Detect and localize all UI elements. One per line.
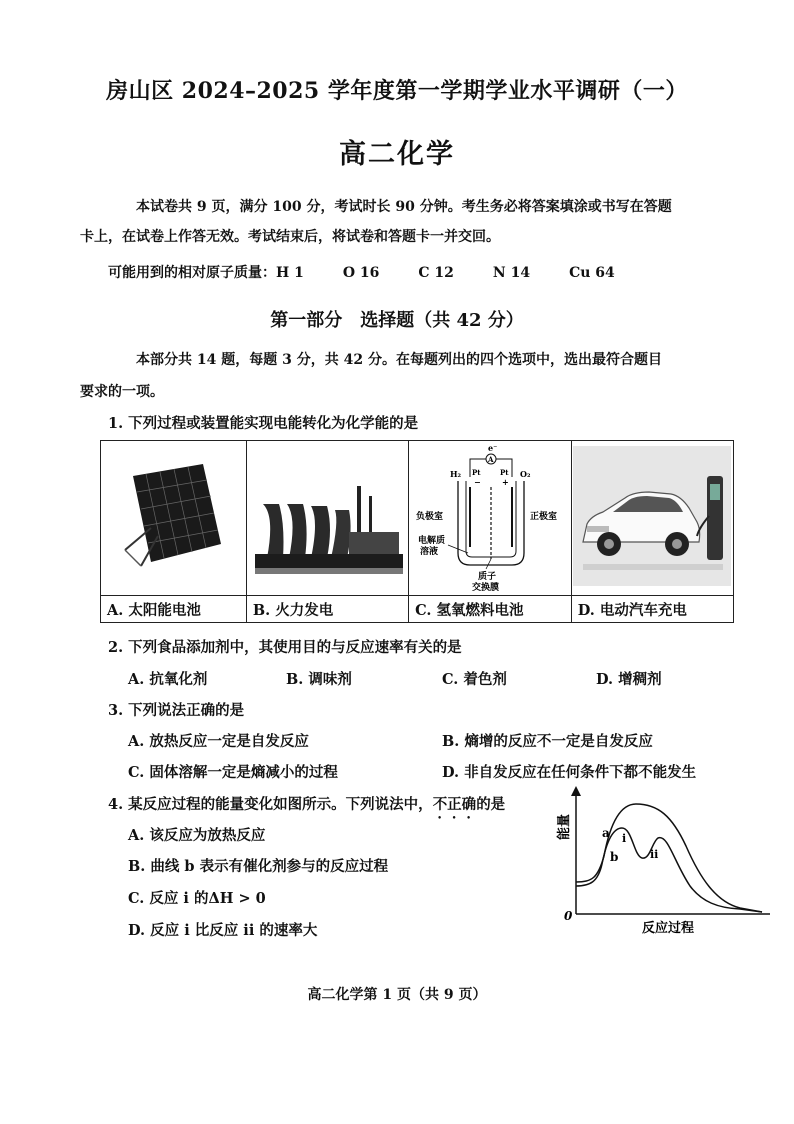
- q4-option-c: C. 反应 i 的ΔH > 0: [128, 890, 266, 907]
- q4-stem-post: 的是: [476, 796, 506, 813]
- mass-o: O 16: [342, 265, 380, 281]
- part1-intro: [80, 344, 728, 408]
- thermal-power-image: [246, 441, 408, 596]
- plus-label: +: [501, 477, 509, 487]
- q3-stem: 3. 下列说法正确的是: [108, 702, 245, 719]
- q1-option-c: C. 氢氧燃料电池: [409, 596, 572, 623]
- anode-label: 负极室: [415, 512, 443, 522]
- electron-label: e⁻: [487, 443, 498, 453]
- membrane-label-2: 交换膜: [471, 583, 499, 591]
- q1-option-d: D. 电动汽车充电: [571, 596, 733, 623]
- mass-n: N 14: [492, 265, 531, 281]
- q2-option-d: D. 增稠剂: [596, 671, 662, 688]
- q1-option-b: B. 火力发电: [246, 596, 408, 623]
- curve-a-label: a: [602, 826, 610, 840]
- step-ii-label: ii: [650, 848, 659, 861]
- q2-option-a: A. 抗氧化剂: [128, 671, 208, 688]
- q4-option-b: B. 曲线 b 表示有催化剂参与的反应过程: [128, 858, 389, 875]
- exam-instructions: [80, 192, 728, 252]
- q4-stem-pre: 4. 某反应过程的能量变化如图所示。下列说法中，: [108, 796, 433, 813]
- q4-option-a: A. 该反应为放热反应: [128, 827, 266, 844]
- q4-stem: [108, 793, 505, 822]
- o2-label: O₂: [519, 469, 531, 479]
- q3-option-c: C. 固体溶解一定是熵减小的过程: [128, 764, 338, 781]
- fuel-cell-diagram: [410, 441, 570, 591]
- y-axis-label: 能量: [557, 813, 572, 840]
- masses-label: 可能用到的相对原子质量：: [108, 265, 276, 281]
- part1-intro-line-1: 本部分共 14 题，每题 3 分，共 42 分。在每题列出的四个选项中，选出最符合题目: [136, 352, 662, 368]
- svg-text:A: A: [487, 455, 494, 464]
- exam-title: 房山区 2024–2025 学年度第一学期学业水平调研（一）: [106, 78, 688, 104]
- curve-b-label: b: [610, 850, 619, 864]
- q3-option-a: A. 放热反应一定是自发反应: [128, 733, 309, 750]
- part1-title: 第一部分 选择题（共 42 分）: [270, 310, 524, 331]
- solar-panel-icon: [103, 446, 243, 586]
- subject-title: 高二化学: [339, 139, 455, 170]
- y-axis-arrow: [571, 786, 581, 796]
- q3-option-b: B. 熵增的反应不一定是自发反应: [442, 733, 653, 750]
- power-plant-icon: [249, 446, 407, 586]
- q2-stem: 2. 下列食品添加剂中，其使用目的与反应速率有关的是: [108, 639, 462, 656]
- instructions-line-2: 卡上，在试卷上作答无效。考试结束后，将试卷和答题卡一并交回。: [80, 229, 500, 245]
- h2-label: H₂: [449, 469, 461, 479]
- electric-car-icon: [573, 446, 731, 586]
- solar-panel-image: [101, 441, 247, 596]
- curve-b: [576, 828, 762, 912]
- ev-charging-image: [571, 441, 733, 596]
- fuel-cell-image: [409, 441, 572, 596]
- membrane-label-1: 质子: [477, 572, 496, 582]
- q1-option-a: A. 太阳能电池: [101, 596, 247, 623]
- part1-intro-line-2: 要求的一项。: [80, 384, 164, 400]
- electrolyte-label-2: 溶液: [419, 547, 438, 557]
- mass-cu: Cu 64: [569, 265, 615, 281]
- q2-option-b: B. 调味剂: [286, 671, 352, 688]
- cathode-label: 正极室: [529, 512, 557, 522]
- origin-label: 0: [564, 909, 573, 923]
- q4-stem-emphasis: 不正确: [432, 796, 477, 813]
- instructions-line-1: 本试卷共 9 页，满分 100 分，考试时长 90 分钟。考生务必将答案填涂或书写在答题: [136, 199, 672, 215]
- minus-label: −: [473, 477, 481, 487]
- mass-h: H 1: [276, 265, 304, 281]
- step-i-label: i: [622, 832, 627, 845]
- atomic-masses: [108, 262, 615, 282]
- q4-energy-diagram: [540, 782, 780, 942]
- q1-stem: 1. 下列过程或装置能实现电能转化为化学能的是: [108, 415, 419, 432]
- q1-options-table: [100, 440, 734, 623]
- x-axis-label: 反应过程: [642, 921, 695, 936]
- electrolyte-label-1: 电解质: [417, 536, 445, 546]
- q4-option-d: D. 反应 i 比反应 ii 的速率大: [128, 922, 318, 939]
- mass-c: C 12: [418, 265, 454, 281]
- page-footer: 高二化学第 1 页（共 9 页）: [307, 987, 487, 1003]
- pt-right-label: Pt: [499, 468, 509, 477]
- pt-left-label: Pt: [471, 468, 481, 477]
- q2-option-c: C. 着色剂: [442, 671, 507, 688]
- q3-option-d: D. 非自发反应在任何条件下都不能发生: [442, 764, 697, 781]
